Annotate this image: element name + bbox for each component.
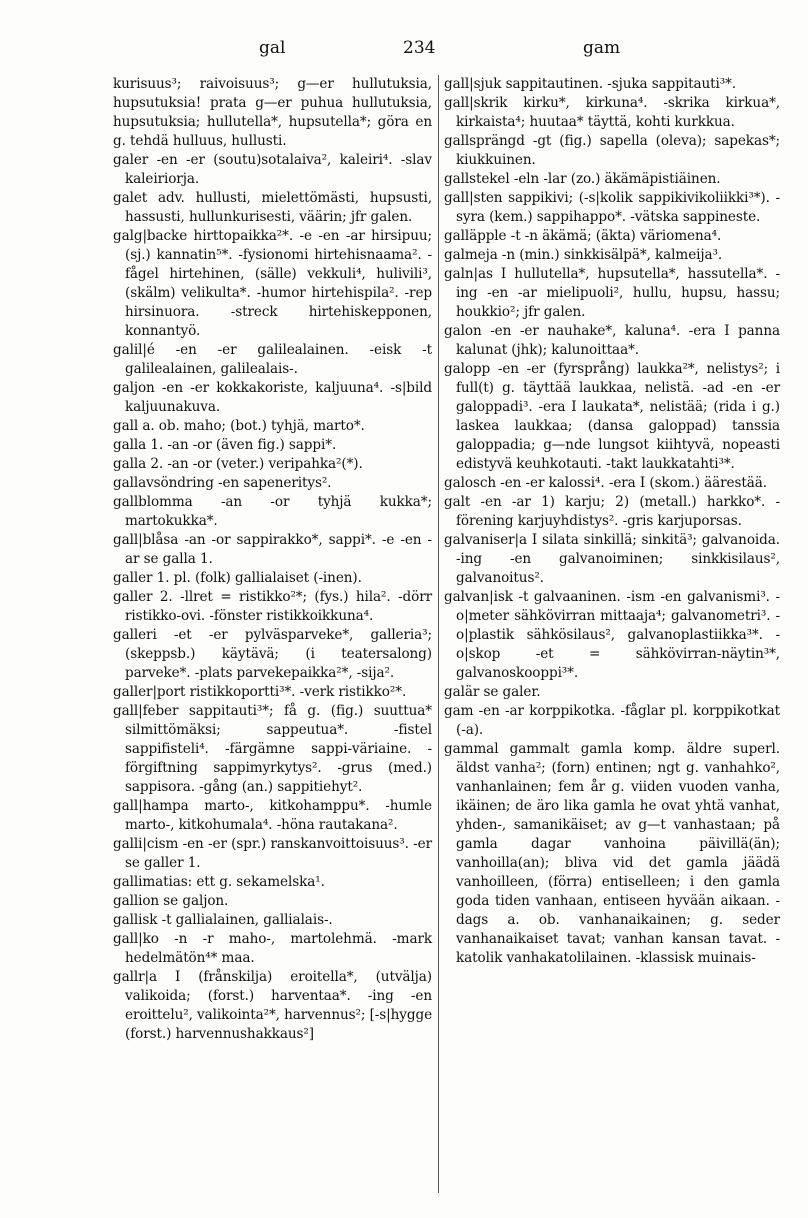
dictionary-entry: galopp -en -er (fyrsprång) laukka²*, nelistys²; i full(t) g. täyttää laukkaa, nelistä. -ad -en -er galoppadi³. -era I laukata*, nelistää; (rida i g.) laskea laukkaa; (dansa galoppad) tanssia galoppadia; g—nde lungsot kiihtyvä, nopeasti edistyvä keuhkotauti. -takt laukkatahti³*.: [444, 361, 780, 472]
dictionary-entry: gallsprängd -gt (fig.) sapella (oleva); sapekas*; kiukkuinen.: [444, 133, 780, 168]
dictionary-entry: galosch -en -er kalossi⁴. -era I (skom.) äärestää.: [444, 475, 767, 491]
dictionary-entry: galla 2. -an -or (veter.) veripahka²(*).: [113, 456, 363, 472]
dictionary-entry: gallblomma -an -or tyhjä kukka*; martokukka*.: [113, 494, 432, 529]
right-column: [444, 75, 780, 968]
dictionary-entry: gall|sjuk sappitautinen. -sjuka sappitauti³*.: [444, 76, 736, 92]
dictionary-entry: gall a. ob. maho; (bot.) tyhjä, marto*.: [113, 418, 365, 434]
dictionary-entry: gallavsöndring -en sapeneritys².: [113, 475, 332, 491]
dictionary-entry: kurisuus³; raivoisuus³; g—er hullutuksia, hupsutuksia! prata g—er puhua hullutuksia, hupsutuksia; hullutella*, hupsutella*; göra en g. tehdä hulluus, hullusti.: [113, 76, 432, 149]
dictionary-entry: gallstekel -eln -lar (zo.) äkämäpistiäinen.: [444, 171, 721, 187]
dictionary-entry: gammal gammalt gamla komp. äldre superl. äldst vanha²; (forn) entinen; ngt g. vanhahko², vanhanlainen; fem år g. viiden vuoden vanha, ikäinen; de äro lika gamla he ovat yhtä vanhat, yhden-, samanikäiset; av g—t vanhastaan; på gamla dagar vanhoina päivillä(än); vanhoilla(an); bliva vid det gamla jäädä vanhoilleen, (förra) entiselleen; i den gamla goda tiden vanhaan, entiseen hyvään aikaan. -dags a. ob. vanhanaikainen; g. seder vanhanaikaiset tavat; vanhan kansan tavat. -katolik vanhakatolilainen. -klassisk muinais-: [444, 741, 780, 966]
dictionary-entry: galläpple -t -n äkämä; (äkta) väriomena⁴.: [444, 228, 722, 244]
dictionary-entry: galn|as I hullutella*, hupsutella*, hassutella*. -ing -en -ar mielipuoli², hullu, hupsu, hassu; houkkio²; jfr galen.: [444, 266, 780, 320]
dictionary-entry: galler 1. pl. (folk) gallialaiset (-inen).: [113, 570, 362, 586]
dictionary-entry: galleri -et -er pylväsparveke*, galleria³; (skeppsb.) käytävä; (i teatersalong) parveke*. -plats parvekepaikka²*, -sija².: [113, 627, 432, 681]
dictionary-entry: galli|cism -en -er (spr.) ranskanvoittoisuus³. -er se galler 1.: [113, 836, 432, 871]
dictionary-entry: galla 1. -an -or (även fig.) sappi*.: [113, 437, 337, 453]
dictionary-entry: galler|port ristikkoportti³*. -verk ristikko²*.: [113, 684, 407, 700]
dictionary-entry: gall|feber sappitauti³*; få g. (fig.) suuttua* silmittömäksi; sappeutua*. -fistel sappifisteli⁴. -färgämne sappi-väriaine. -förgiftning sappimyrkytys². -grus (med.) sappisora. -gång (an.) sappitiehyt².: [113, 703, 432, 795]
dictionary-entry: gallimatias: ett g. sekamelska¹.: [113, 874, 325, 890]
dictionary-entry: galg|backe hirttopaikka²*. -e -en -ar hirsipuu; (sj.) kannatin⁵*. -fysionomi hirtehisnaama². -fågel hirtehinen, (sälle) vekkuli⁴, hulivili³, (skälm) velikulta*. -humor hirtehispila². -rep hirsinuora. -streck hirtehiskepponen, konnantyö.: [113, 228, 432, 339]
page-header: [0, 38, 808, 62]
dictionary-entry: galler 2. -llret = ristikko²*; (fys.) hila². -dörr ristikko-ovi. -fönster ristikkoikkuna⁴.: [113, 589, 432, 624]
dictionary-entry: gam -en -ar korppikotka. -fåglar pl. korppikotkat (-a).: [444, 703, 780, 738]
dictionary-entry: gallisk -t gallialainen, gallialais-.: [113, 912, 333, 928]
dictionary-entry: galil|é -en -er galilealainen. -eisk -t galilealainen, galilealais-.: [113, 342, 432, 377]
left-column: [113, 75, 432, 1044]
page-number: 234: [403, 38, 436, 58]
dictionary-entry: galet adv. hullusti, mielettömästi, hupsusti, hassusti, hullunkurisesti, väärin; jfr galen.: [113, 190, 432, 225]
dictionary-entry: galer -en -er (soutu)sotalaiva², kaleiri⁴. -slav kaleiriorja.: [113, 152, 432, 187]
dictionary-entry: gallion se galjon.: [113, 893, 229, 909]
dictionary-entry: galvaniser|a I silata sinkillä; sinkitä³; galvanoida. -ing -en galvanoiminen; sinkkisilaus², galvanoitus².: [444, 532, 780, 586]
dictionary-entry: gallr|a I (frånskilja) eroitella*, (utvälja) valikoida; (forst.) harventaa*. -ing -en eroittelu², valikointa²*, harvennus²; [-s|hygge (forst.) harvennushakkaus²]: [113, 969, 433, 1042]
dictionary-entry: galjon -en -er kokkakoriste, kaljuuna⁴. -s|bild kaljuunakuva.: [113, 380, 432, 415]
dictionary-entry: galmeja -n (min.) sinkkisälpä*, kalmeija³.: [444, 247, 723, 263]
dictionary-entry: gall|skrik kirku*, kirkuna⁴. -skrika kirkua*, kirkaista⁴; huutaa* täyttä, kohti kurkkua.: [444, 95, 780, 130]
dictionary-entry: galt -en -ar 1) karju; 2) (metall.) harkko*. -förening karjuyhdistys². -gris karjuporsas.: [444, 494, 780, 529]
dictionary-entry: gall|blåsa -an -or sappirakko*, sappi*. -e -en -ar se galla 1.: [113, 532, 432, 567]
dictionary-entry: galär se galer.: [444, 684, 541, 700]
dictionary-entry: gall|ko -n -r maho-, martolehmä. -mark hedelmätön⁴* maa.: [113, 931, 432, 966]
dictionary-entry: galvan|isk -t galvaaninen. -ism -en galvanismi³. -o|meter sähkövirran mittaaja⁴; galvanometri³. -o|plastik sähkösilaus², galvanoplastiikka³*. -o|skop -et = sähkövirran-näytin³*, galvanoskooppi³*.: [444, 589, 780, 681]
left-guide-word: gal: [259, 38, 286, 58]
dictionary-entry: galon -en -er nauhake*, kaluna⁴. -era I panna kalunat (jhk); kalunoittaa*.: [444, 323, 780, 358]
column-divider: [438, 75, 439, 1193]
dictionary-entry: gall|sten sappikivi; (-s|kolik sappikivikoliikki³*). -syra (kem.) sappihappo*. -vätska sappineste.: [444, 190, 780, 225]
dictionary-entry: gall|hampa marto-, kitkohamppu*. -humle marto-, kitkohumala⁴. -höna rautakana².: [113, 798, 432, 833]
right-guide-word: gam: [583, 38, 621, 58]
